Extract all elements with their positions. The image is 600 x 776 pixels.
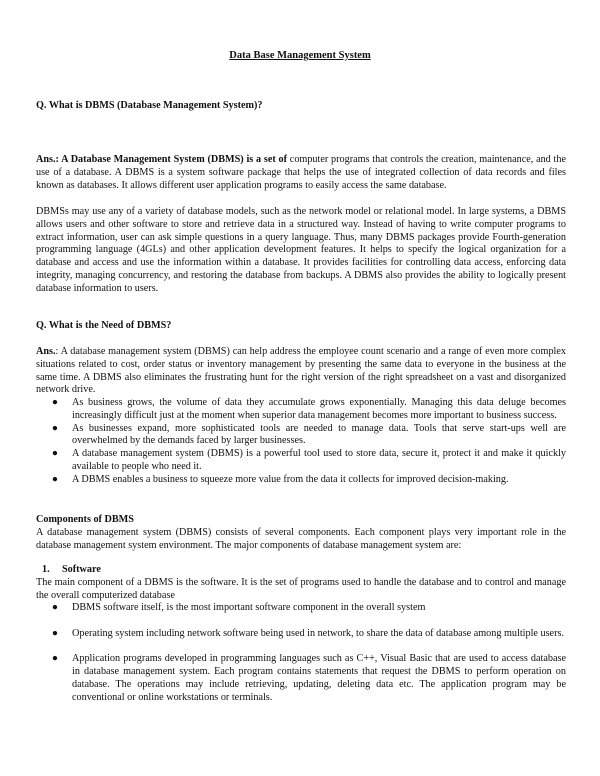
answer-need-of-dbms: [36, 346, 566, 397]
bullet-icon: ●: [51, 602, 59, 613]
bullet-icon: ●: [51, 627, 59, 639]
software-intro: The main component of a DBMS is the software. It is the set of programs used to handle the database and to control and manage the overall computerized database: [36, 577, 566, 601]
software-bullet-list: [36, 602, 566, 704]
list-item: ● A database management system (DBMS) is a powerful tool used to store data, secure it, protect it and make it quickly available to people who need it.: [51, 448, 566, 472]
components-heading: Components of DBMS: [36, 514, 134, 525]
question-what-is-dbms: Q. What is DBMS (Database Management System)?: [36, 100, 263, 111]
answer-text: : A database management system (DBMS) can help address the employee count scenario and a range of even more complex situations related to cost, order status or inventory management by presenting the same data to everyone in the business at the same time. A DBMS also eliminates the frustrating hunt for the right version of the right spreadsheet on a vast and disorganized network drive.: [36, 346, 566, 396]
answer-what-is-dbms: [36, 154, 566, 192]
question-need-of-dbms: Q. What is the Need of DBMS?: [36, 320, 172, 331]
answer-text: computer programs that controls the creation, maintenance, and the use of a database. A DBMS is a system software package that helps the use of integrated collection of data records and files known as databases. It allows different user application programs to easily access the same database.: [36, 154, 566, 191]
list-item: ● As businesses expand, more sophisticated tools are needed to manage data. Tools that serve start-ups well are overwhelmed by the demands faced by larger businesses.: [51, 422, 566, 447]
list-item: ● Operating system including network software being used in network, to share the data of database among multiple users.: [51, 627, 564, 639]
list-item: ● A DBMS enables a business to squeeze more value from the data it collects for improved decision-making.: [51, 473, 509, 485]
bullet-icon: ●: [51, 653, 59, 665]
answer-lead: Ans.: [36, 346, 56, 357]
document-title: Data Base Management System: [229, 50, 371, 61]
list-item: ● DBMS software itself, is the most important software component in the overall system: [51, 602, 426, 613]
answer-lead: Ans.: A Database Management System (DBMS) is a set of: [36, 154, 288, 165]
bullet-icon: ●: [51, 397, 59, 408]
software-heading: [36, 564, 101, 577]
section-number: 1.: [42, 564, 50, 575]
bullet-icon: ●: [51, 422, 59, 434]
components-intro: A database management system (DBMS) consists of several components. Each component plays very important role in the database management system environment. The major components of database management system are:: [36, 527, 566, 551]
bullet-icon: ●: [51, 473, 59, 485]
section-title: Software: [62, 564, 101, 575]
paragraph-dbms-models: DBMSs may use any of a variety of database models, such as the network model or relational model. In large systems, a DBMS allows users and other software to store and retrieve data in a structured way. Instead of having to write computer programs to extract information, user can ask simple questions in a query language. Thus, many DBMS packages provide Fourth-generation programming language (4GLs) and other application development features. It helps to specify the logical organization for a database and access and use the information within a database. It provides facilities for controlling data access, enforcing data integrity, managing concurrency, and restoring the database from backups. A DBMS also provides the ability to logically present database information to users.: [36, 206, 566, 294]
list-item: ● As business grows, the volume of data they accumulate grows exponentially. Managing this data deluge becomes increasingly difficult just at the moment when superior data management becomes more important to business success.: [51, 397, 566, 421]
bullet-icon: ●: [51, 448, 59, 460]
need-bullet-list: [36, 397, 566, 487]
list-item: ● Application programs developed in programming languages such as C++, Visual Basic that are used to access database in database management system. Each program contains statements that request the DBMS to perform operation on database. The operations may include retrieving, updating, deleting data etc. The application program may be conventional or online workstations or terminals.: [51, 653, 566, 703]
